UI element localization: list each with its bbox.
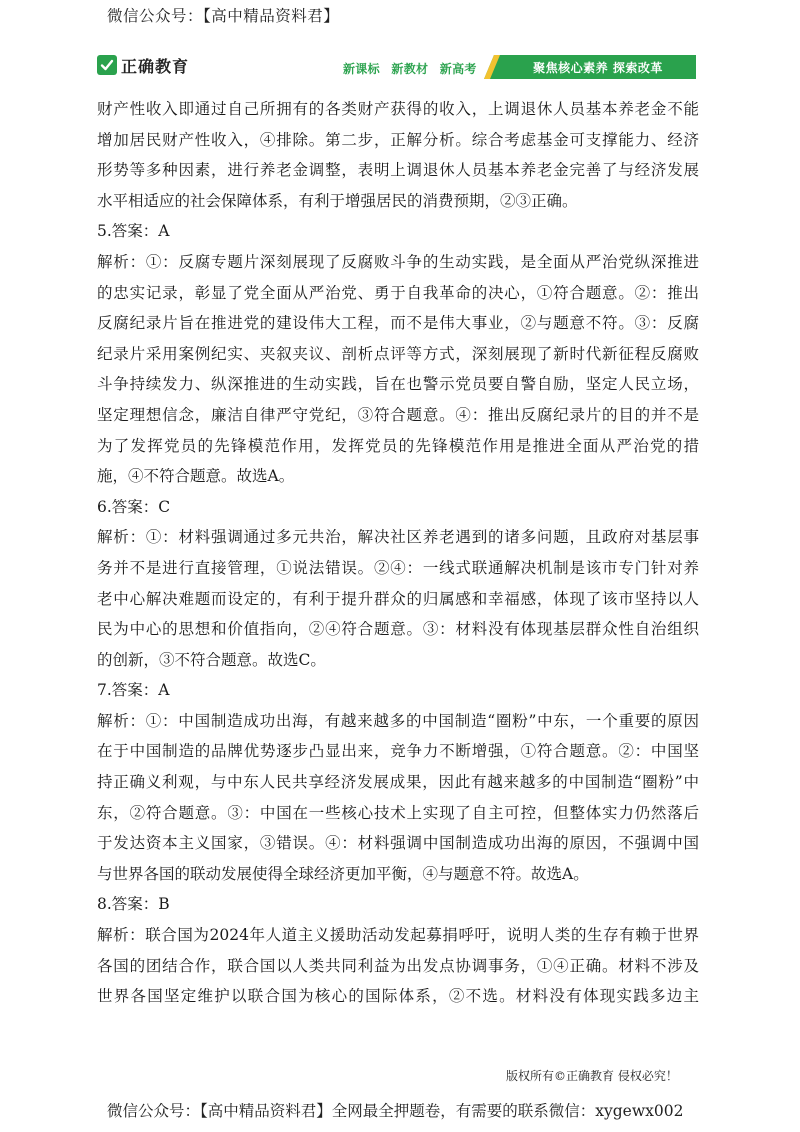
text-line: 形势等多种因素，进行养老金调整，表明上调退休人员基本养老金完善了与经济发展	[97, 161, 699, 180]
answer-line: 8.答案：B	[97, 895, 170, 914]
brand-name: 正确教育	[121, 56, 190, 76]
brand-banner	[484, 55, 696, 79]
slogan-item: 新高考	[439, 62, 477, 76]
brand-logo	[97, 52, 189, 78]
text-line: 施，④不符合题意。故选A。	[97, 467, 295, 486]
text-line: 的创新，③不符合题意。故选C。	[97, 650, 326, 669]
check-icon	[97, 55, 117, 75]
copyright-notice: 版权所有©正确教育 侵权必究！	[506, 1069, 678, 1083]
text-line: 纪录片采用案例纪实、夹叙夹议、剖析点评等方式，深刻展现了新时代新征程反腐败	[97, 344, 699, 363]
footer-note: 微信公众号：【高中精品资料君】全网最全押题卷，有需要的联系微信：xygewx002	[107, 1102, 684, 1120]
text-line: 于发达资本主义国家，③错误。④：材料强调中国制造成功出海的原因，不强调中国	[97, 834, 699, 853]
slogan-item: 新课标	[343, 62, 380, 76]
text-line: 老中心解决难题而设定的，有利于提升群众的归属感和幸福感，体现了该市坚持以人	[97, 589, 699, 608]
slogan-item: 新教材	[391, 62, 429, 76]
text-line: 民为中心的思想和价值指向，②④符合题意。③：材料没有体现基层群众性自治组织	[97, 620, 699, 639]
answer-line: 5.答案：A	[97, 222, 170, 241]
text-line: 斗争持续发力、纵深推进的生动实践，旨在也警示党员要自警自励，坚定人民立场，	[97, 375, 699, 394]
text-line: 水平相适应的社会保障体系，有利于增强居民的消费预期，②③正确。	[97, 191, 578, 210]
text-line: 为了发挥党员的先锋模范作用，发挥党员的先锋模范作用是推进全面从严治党的措	[97, 436, 699, 455]
text-line: 解析：①：材料强调通过多元共治，解决社区养老遇到的诸多问题，且政府对基层事	[97, 528, 699, 547]
text-line: 持正确义利观，与中东人民共享经济发展成果，因此有越来越多的中国制造“圈粉”中	[97, 773, 699, 792]
answer-explanations	[97, 94, 699, 1012]
brand-slogans	[343, 60, 484, 77]
header-note: 微信公众号：【高中精品资料君】	[107, 7, 340, 25]
answer-line: 7.答案：A	[97, 681, 170, 700]
text-line: 的忠实记录，彰显了党全面从严治党、勇于自我革命的决心，①符合题意。②：推出	[97, 283, 699, 302]
text-line: 解析：①：中国制造成功出海，有越来越多的中国制造“圈粉”中东，一个重要的原因	[97, 711, 699, 730]
text-line: 与世界各国的联动发展使得全球经济更加平衡，④与题意不符。故选A。	[97, 864, 589, 883]
banner-text: 聚焦核心素养 探索改革	[533, 61, 663, 75]
text-line: 在于中国制造的品牌优势逐步凸显出来，竞争力不断增强，①符合题意。②：中国坚	[97, 742, 699, 761]
text-line: 反腐纪录片旨在推进党的建设伟大工程，而不是伟大事业，②与题意不符。③：反腐	[97, 314, 699, 333]
text-line: 世界各国坚定维护以联合国为核心的国际体系，②不选。材料没有体现实践多边主	[97, 987, 699, 1006]
text-line: 坚定理想信念，廉洁自律严守党纪，③符合题意。④：推出反腐纪录片的目的并不是	[97, 405, 699, 424]
text-line: 东，②符合题意。③：中国在一些核心技术上实现了自主可控，但整体实力仍然落后	[97, 803, 699, 822]
text-line: 增加居民财产性收入，④排除。第二步，正解分析。综合考虑基金可支撑能力、经济	[97, 130, 699, 149]
text-line: 财产性收入即通过自己所拥有的各类财产获得的收入，上调退休人员基本养老金不能	[97, 100, 699, 118]
text-line: 解析：①：反腐专题片深刻展现了反腐败斗争的生动实践，是全面从严治党纵深推进	[97, 252, 699, 271]
text-line: 各国的团结合作，联合国以人类共同利益为出发点协调事务，①④正确。材料不涉及	[97, 956, 699, 975]
text-line: 务并不是进行直接管理，①说法错误。②④：一线式联通解决机制是该市专门针对养	[97, 558, 699, 577]
text-line: 解析：联合国为2024年人道主义援助活动发起募捐呼吁，说明人类的生存有赖于世界	[97, 926, 699, 945]
answer-line: 6.答案：C	[97, 497, 171, 516]
